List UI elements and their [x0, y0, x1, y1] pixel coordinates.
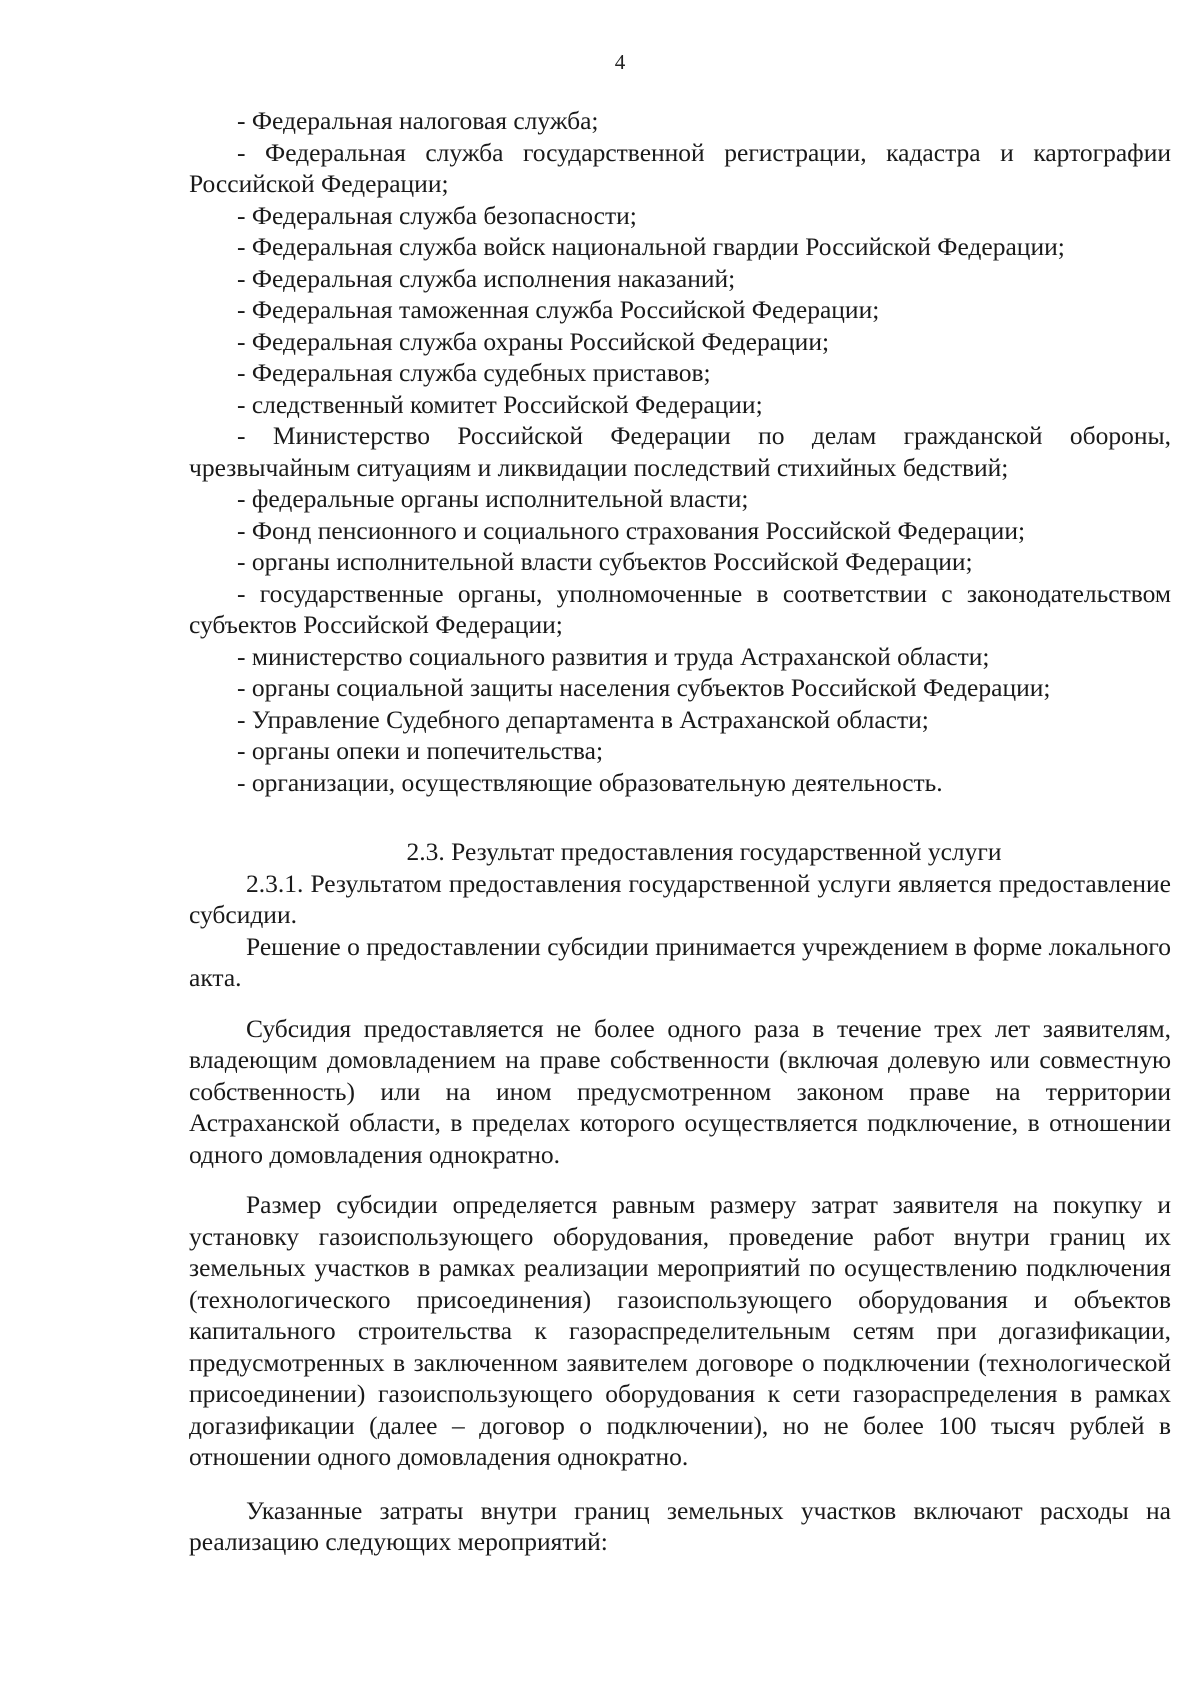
paragraph: Решение о предоставлении субсидии принимается учреждением в форме локального акта.: [189, 931, 1171, 992]
list-item: - органы опеки и попечительства;: [237, 736, 604, 765]
list-item: - Федеральная служба охраны Российской Федерации;: [237, 326, 830, 356]
authorities-list: [189, 105, 1171, 798]
list-item: - Федеральная служба исполнения наказаний;: [237, 263, 736, 293]
list-item: - Управление Судебного департамента в Астраханской области;: [237, 704, 929, 734]
section-body: [189, 868, 1171, 1558]
list-item: - государственные органы, уполномоченные в соответствии с законодательством субъектов Российской Федерации;: [189, 578, 1171, 639]
paragraph: Указанные затраты внутри границ земельных участков включают расходы на реализацию следующих мероприятий:: [189, 1495, 1171, 1556]
list-item: - следственный комитет Российской Федерации;: [237, 389, 763, 419]
paragraph: Размер субсидии определяется равным размеру затрат заявителя на покупку и установку газоиспользующего оборудования, проведение работ внутри границ их земельных участков в рамках реализации мероприятий по осуществлению подключения (технологического присоединения) газоиспользующего оборудования и объектов капитального строительства к газораспределительным сетям при догазификации, предусмотренных в заключенном заявителем договоре о подключении (технологической присоединении) газоиспользующего оборудования к сети газораспределения в рамках догазификации (далее – договор о подключении), но не более 100 тысяч рублей в отношении одного домовладения однократно.: [189, 1190, 1171, 1471]
page-body: [189, 105, 1171, 1558]
list-item: - органы социальной защиты населения субъектов Российской Федерации;: [237, 673, 1051, 702]
list-item: - организации, осуществляющие образовательную деятельность.: [237, 767, 943, 797]
list-item: - Федеральная служба войск национальной гвардии Российской Федерации;: [237, 232, 1065, 261]
list-item: - органы исполнительной власти субъектов Российской Федерации;: [237, 547, 973, 576]
list-item: - федеральные органы исполнительной власти;: [237, 484, 749, 513]
list-item: - министерство социального развития и труда Астраханской области;: [237, 641, 990, 671]
list-item: - Федеральная таможенная служба Российской Федерации;: [237, 295, 880, 324]
section-title: 2.3. Результат предоставления государственной услуги: [406, 837, 1002, 866]
paragraph: 2.3.1. Результатом предоставления государственной услуги является предоставление субсидии.: [189, 868, 1171, 929]
paragraph: Субсидия предоставляется не более одного раза в течение трех лет заявителям, владеющим домовладением на праве собственности (включая долевую или совместную собственность) или на ином предусмотренном законом праве на территории Астраханской области, в пределах которого осуществляется подключение, в отношении одного домовладения однократно.: [189, 1013, 1171, 1169]
list-item: - Федеральная служба безопасности;: [237, 200, 637, 230]
list-item: - Федеральная служба судебных приставов;: [237, 358, 711, 387]
list-item: - Федеральная налоговая служба;: [237, 106, 599, 135]
list-item: - Фонд пенсионного и социального страхования Российской Федерации;: [237, 515, 1026, 545]
page-number: 4: [614, 50, 626, 74]
list-item: - Министерство Российской Федерации по делам гражданской обороны, чрезвычайным ситуациям и ликвидации последствий стихийных бедствий;: [189, 421, 1171, 482]
list-item: - Федеральная служба государственной регистрации, кадастра и картографии Российской Федерации;: [189, 137, 1171, 198]
